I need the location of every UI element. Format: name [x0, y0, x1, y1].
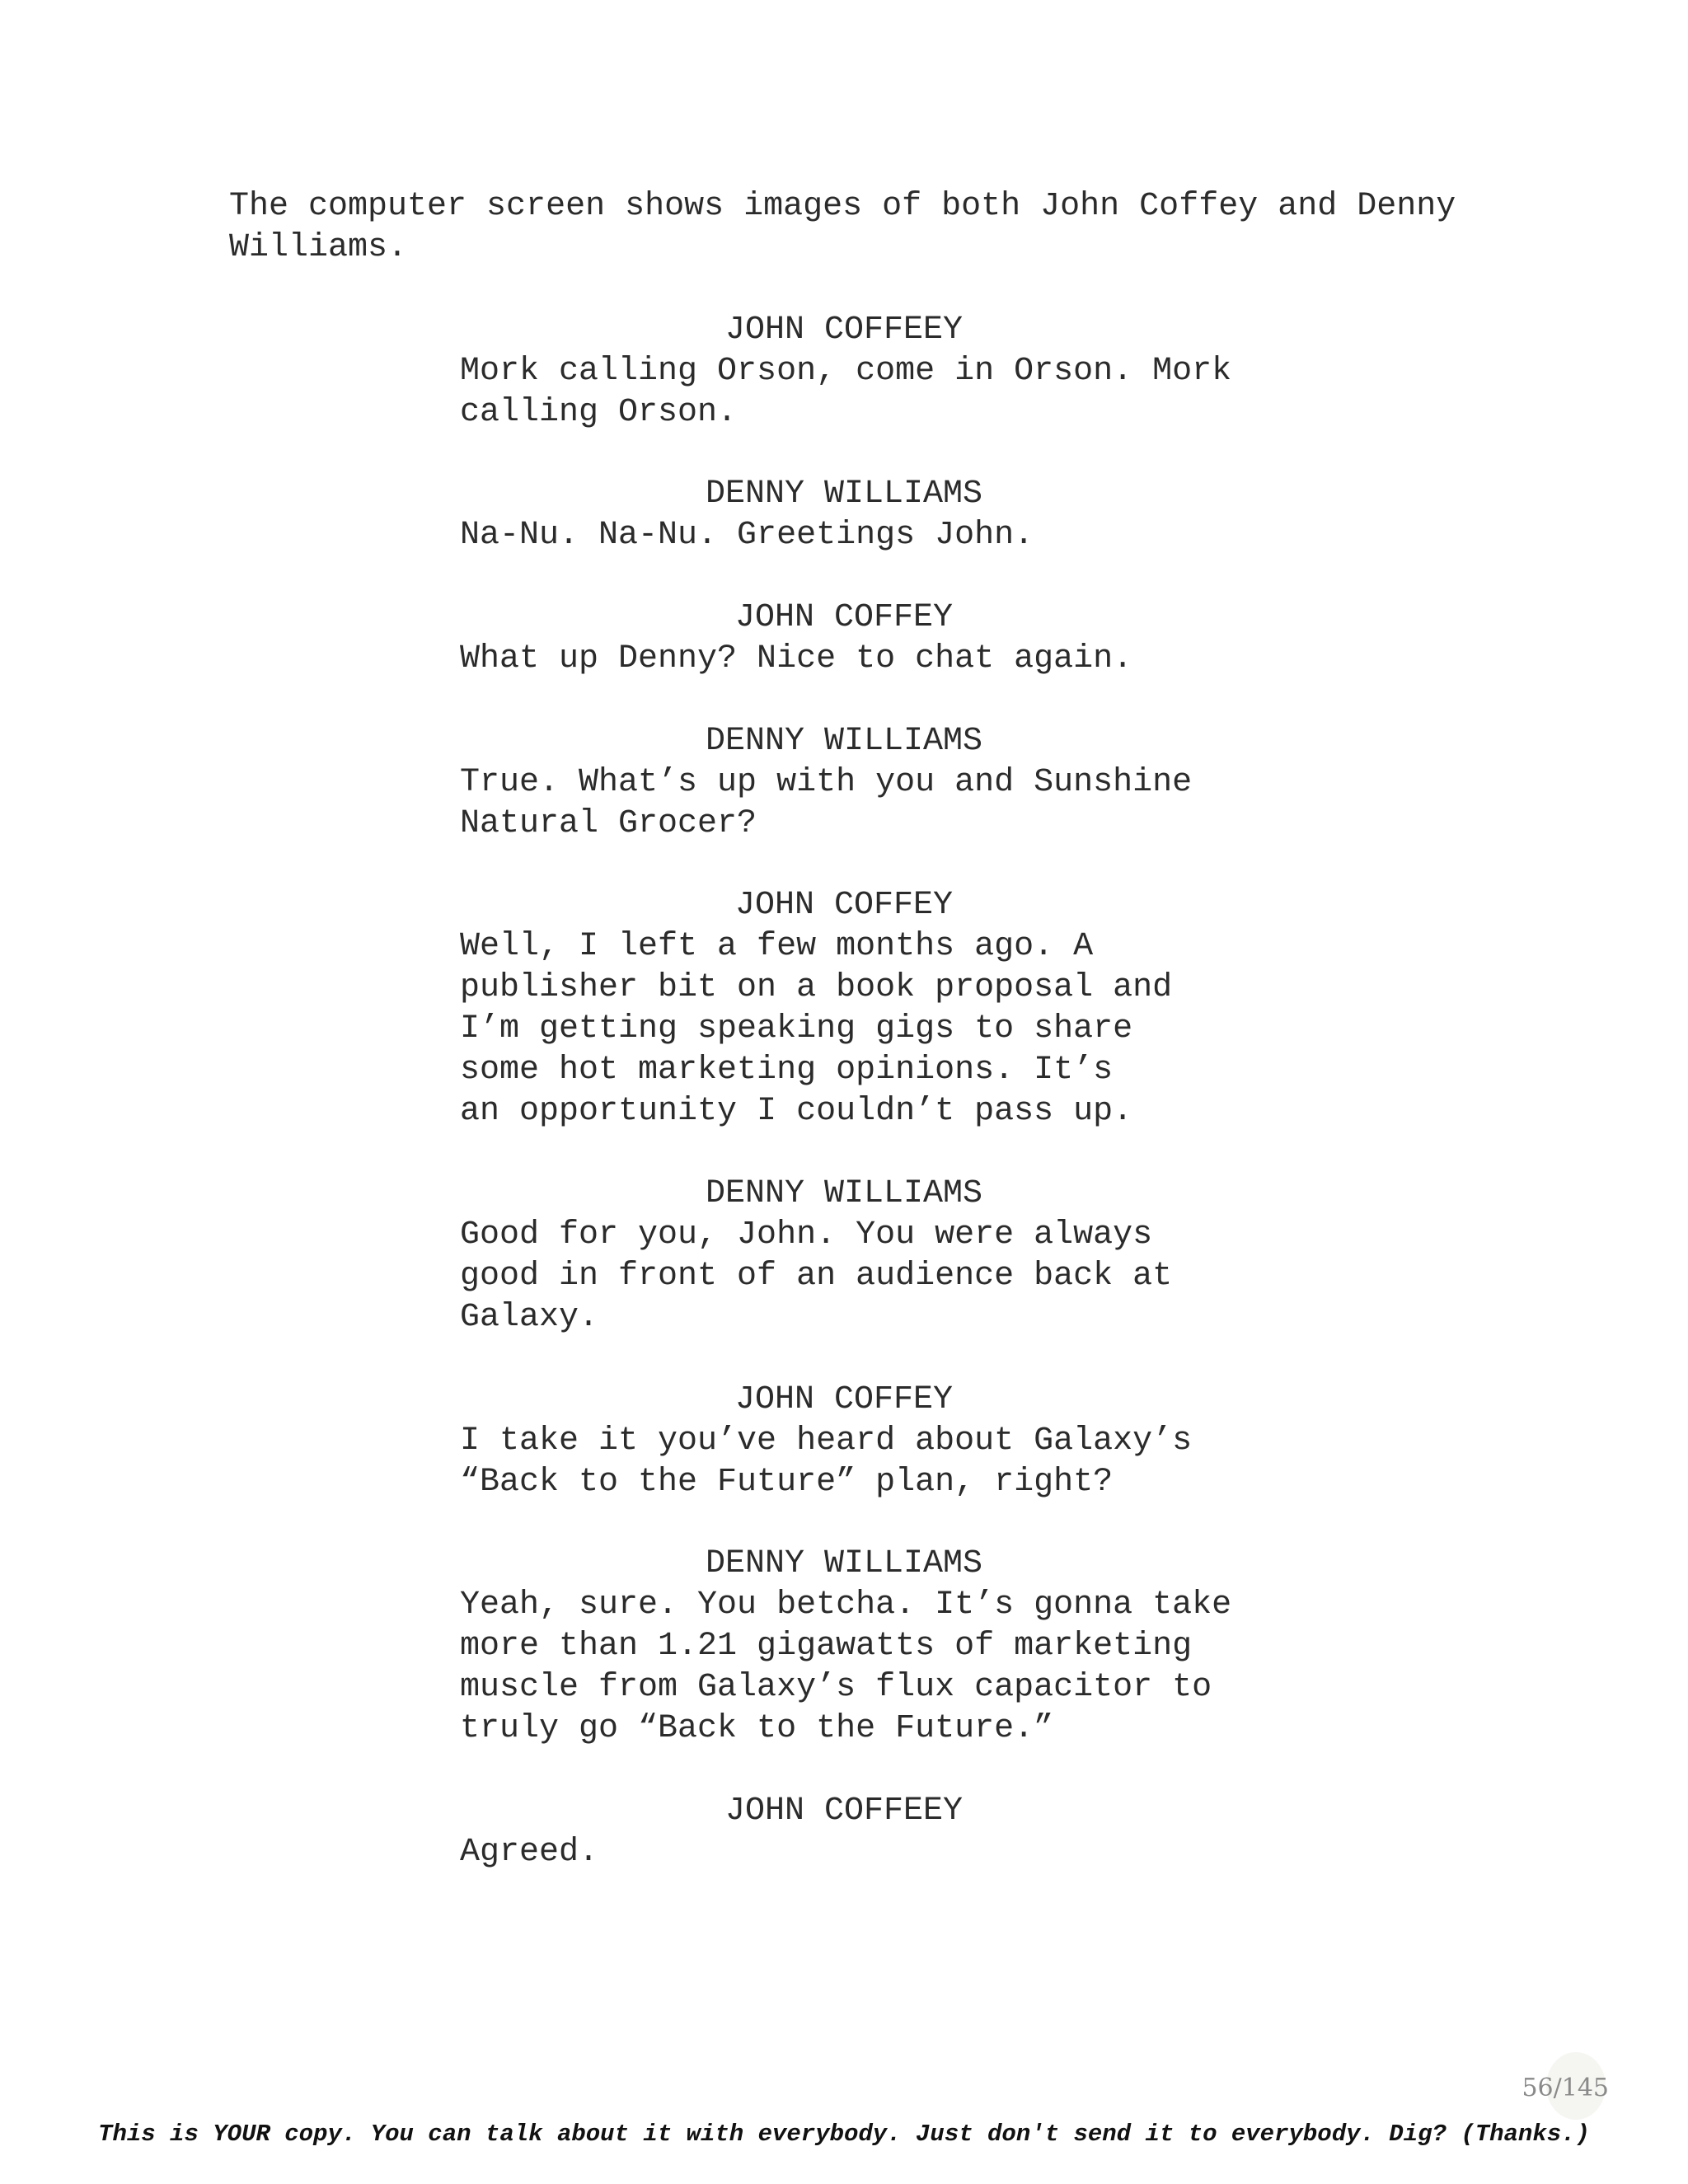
- dialogue-text: Agreed.: [460, 1834, 599, 1871]
- dialogue-text: True. What’s up with you and Sunshine Natural Grocer?: [460, 764, 1193, 842]
- character-cue: JOHN COFFEEY: [724, 1793, 964, 1830]
- character-cue: JOHN COFFEY: [734, 599, 954, 636]
- character-cue: JOHN COFFEY: [734, 1381, 954, 1418]
- character-cue: DENNY WILLIAMS: [705, 476, 983, 513]
- dialogue-text: Yeah, sure. You betcha. It’s gonna take more than 1.21 gigawatts of marketing muscle from Galaxy’s flux capacitor to truly go “Back to the Future.”: [460, 1586, 1232, 1747]
- dialogue-text: Well, I left a few months ago. A publisher bit on a book proposal and I’m getting speaking gigs to share some hot marketing opinions. It’s an opportunity I couldn’t pass up.: [460, 928, 1173, 1130]
- dialogue-text: Good for you, John. You were always good in front of an audience back at Galaxy.: [460, 1216, 1173, 1336]
- character-cue: DENNY WILLIAMS: [705, 1545, 983, 1582]
- footer-notice: This is YOUR copy. You can talk about it with everybody. Just don't send it to everybody. Dig? (Thanks.): [98, 2121, 1590, 2148]
- dialogue-text: Na-Nu. Na-Nu. Greetings John.: [460, 517, 1034, 554]
- action-line: The computer screen shows images of both John Coffey and Denny Williams.: [229, 188, 1456, 266]
- page-number: 56/145: [1522, 2074, 1609, 2102]
- character-cue: JOHN COFFEEY: [724, 312, 964, 349]
- dialogue-text: I take it you’ve heard about Galaxy’s “Back to the Future” plan, right?: [460, 1422, 1193, 1501]
- dialogue-text: Mork calling Orson, come in Orson. Mork calling Orson.: [460, 353, 1232, 431]
- character-cue: DENNY WILLIAMS: [705, 723, 983, 760]
- dialogue-text: What up Denny? Nice to chat again.: [460, 640, 1133, 677]
- character-cue: JOHN COFFEY: [734, 887, 954, 924]
- character-cue: DENNY WILLIAMS: [705, 1175, 983, 1212]
